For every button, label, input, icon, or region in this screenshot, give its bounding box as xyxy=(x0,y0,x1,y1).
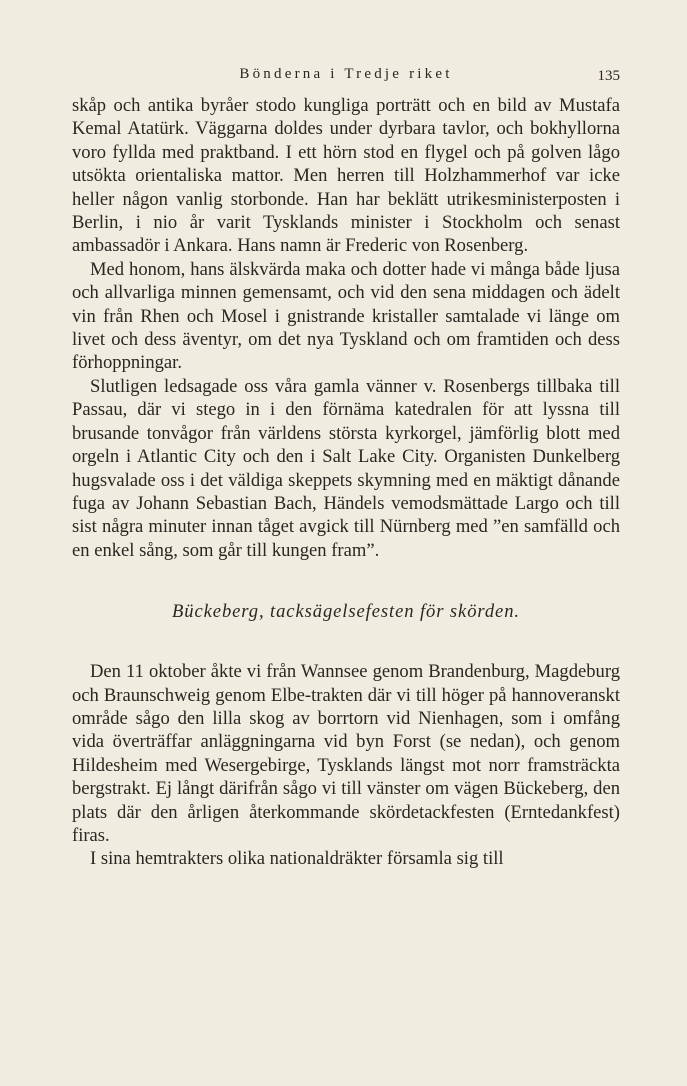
paragraph: I sina hemtrakters olika nationaldräkter församla sig till xyxy=(90,848,504,870)
paragraph: Den 11 oktober åkte vi från Wannsee genom Brandenburg, Magdeburg och Braunschweig genom Elbe-trakten där vi till höger på hannoveranskt område sågo den lilla skog av borrtorn vid Nienhagen, som i omfång vida överträffar anläggningarna vid byn Forst (se nedan), och genom Hildesheim med Wesergebirge, Tysklands längst mot norr framsträckta bergstrakt. Ej långt därifrån sågo vi till vänster om vägen Bückeberg, den plats där den årligen återkommande skördetackfesten (Erntedankfest) firas. xyxy=(72,661,620,846)
paragraph-continued: skåp och antika byråer stodo kungliga porträtt och en bild av Mustafa Kemal Atatürk. Väggarna doldes under dyrbara tavlor, och bokhyllorna voro fyllda med praktband. I ett hörn stod en flygel och på golven lågo utsökta orientaliska mattor. Men herren till Holzhammerhof var icke heller någon vanlig storbonde. Han har beklätt utrikesministerposten i Berlin, i nio år varit Tysklands minister i Stockholm och senast ambassadör i Ankara. Hans namn är Frederic von Rosenberg. xyxy=(72,95,620,257)
body-text xyxy=(72,94,620,871)
paragraph: Med honom, hans älskvärda maka och dotter hade vi många både ljusa och allvarliga minnen gemensamt, och vid den sena middagen och ädelt vin från Rhen och Mosel i gnistrande kristaller samtalade vi länge om livet och dess äventyr, om det nya Tyskland och om framtiden och dess förhoppningar. xyxy=(72,258,620,374)
paragraph: Slutligen ledsagade oss våra gamla vänner v. Rosenbergs tillbaka till Passau, där vi stego in i den förnäma katedralen för att lyssna till brusande tonvågor från världens största kyrkorgel, jämförlig blott med orgeln i Atlantic City och den i Salt Lake City. Organisten Dunkelberg hugsvalade oss i det väldiga skeppets skymning med en mäktigt dånande fuga av Johann Sebastian Bach, Händels vemodsmättade Largo och till sist några minuter innan tåget avgick till Nürnberg med ”en samfälld och en enkel sång, som går till kungen fram”. xyxy=(72,375,620,561)
section-heading: Bückeberg, tacksägelsefesten för skörden. xyxy=(172,601,520,623)
running-head xyxy=(72,62,620,86)
page-number: 135 xyxy=(597,68,620,84)
running-title: Bönderna i Tredje riket xyxy=(239,66,453,82)
